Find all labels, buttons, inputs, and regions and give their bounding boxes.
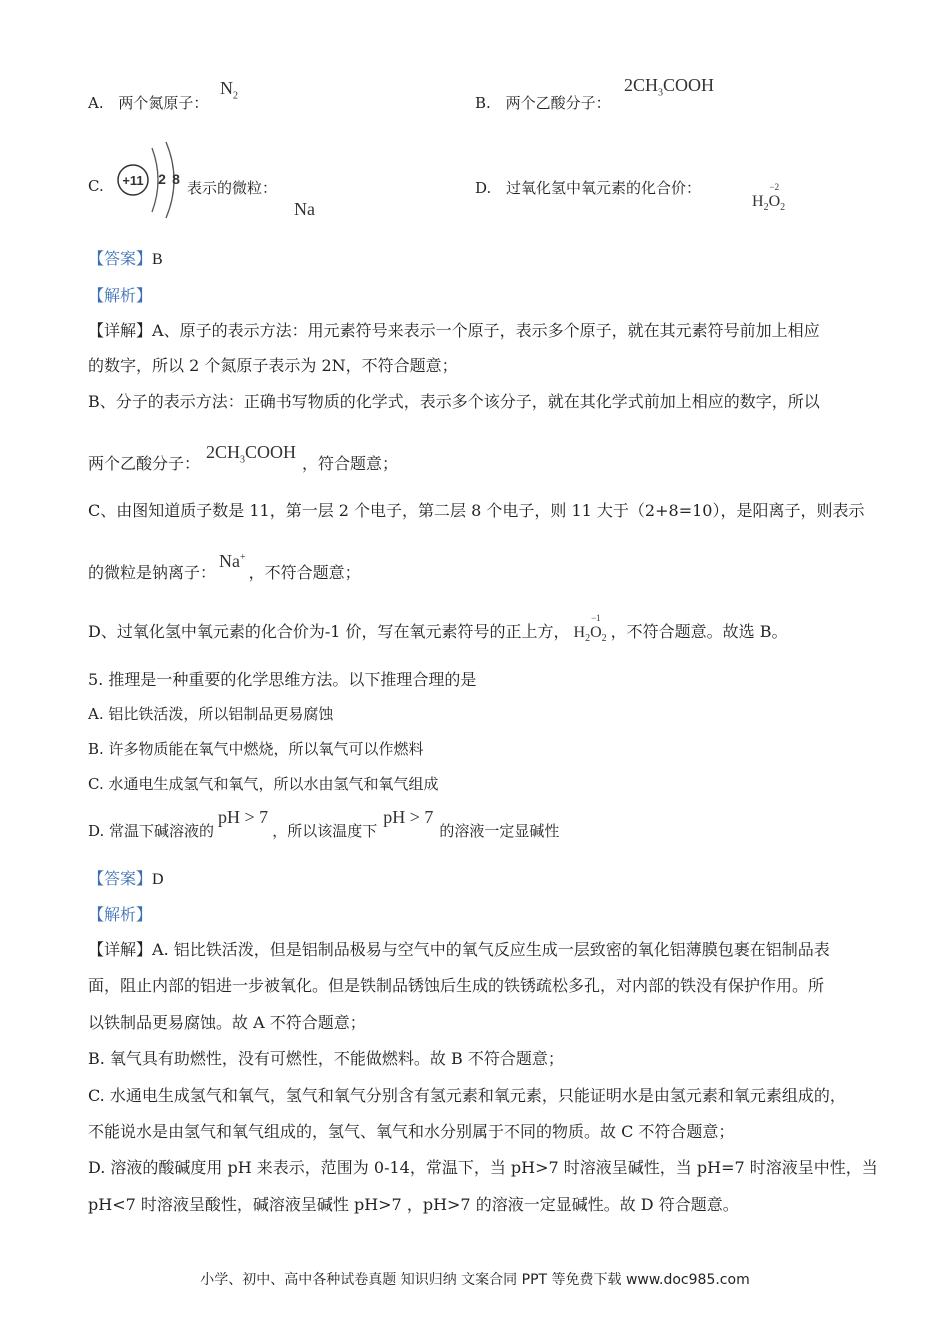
formula-element: O: [768, 193, 781, 210]
q5-detail-line-1: [88, 937, 830, 960]
option-b-text: 两个乙酸分子：: [505, 94, 611, 112]
option-d: [475, 177, 701, 198]
option-b-formula: [624, 75, 714, 99]
ph-formula: pH > 7: [218, 807, 269, 827]
option-c-formula: Na: [294, 199, 315, 219]
formula-subscript: 2: [780, 202, 786, 214]
oxygen-with-valence: [590, 613, 602, 642]
q5-detail-line-2: 面，阻止内部的铝进一步被氧化。但是铁制品锈蚀后生成的铁锈疏松多孔，对内部的铁没有保护作用。所: [88, 976, 825, 995]
q5-option-a: A. 铝比铁活泼，所以铝制品更易腐蚀: [88, 705, 334, 723]
shell-1-electrons: 2: [158, 171, 166, 187]
valence-mark: −1: [591, 613, 601, 623]
q5-detail-line-5: C. 水通电生成氢气和氧气，氢气和氧气分别含有氢元素和氧元素，只能证明水是由氢元素和氧元素组成的，: [88, 1086, 846, 1105]
q4-detail-line-7: [88, 613, 788, 645]
q5-detail-line-3: 以铁制品更易腐蚀。故 A 不符合题意；: [88, 1013, 366, 1032]
q5-detail-line-4: B. 氧气具有助燃性，没有可燃性，不能做燃料。故 B 不符合题意；: [88, 1049, 564, 1068]
q4-detail-line-3: B、分子的表示方法：正确书写物质的化学式，表示多个该分子，就在其化学式前加上相应的数字，所以: [88, 392, 820, 411]
detail-text: D、过氧化氢中氧元素的化合价为-1 价，写在氧元素符号的正上方，: [88, 622, 570, 641]
answer-tag: 【答案】: [88, 869, 153, 888]
inline-valence-formula: [573, 613, 607, 645]
option-text: D. 常温下碱溶液的: [88, 822, 215, 840]
option-a-formula: [220, 78, 238, 102]
option-a-text: 两个氮原子：: [118, 94, 209, 112]
option-text: ，所以该温度下: [272, 822, 378, 840]
detail-text: A. 铝比铁活泼，但是铝制品极易与空气中的氧气反应生成一层致密的氧化铝薄膜包裹在铝制品表: [152, 940, 830, 959]
option-a-label: A.: [88, 94, 104, 112]
page-footer: 小学、初中、高中各种试卷真题 知识归纳 文案合同 PPT 等免费下载 www.doc985.com: [200, 1272, 750, 1288]
shell-arc-1: [152, 148, 158, 212]
ion-charge: +: [240, 552, 246, 563]
detail-text: A、原子的表示方法：用元素符号来表示一个原子，表示多个原子，就在其元素符号前加上相应: [152, 321, 820, 340]
option-d-label: D.: [475, 179, 492, 197]
formula-part: 2CH: [206, 442, 241, 462]
formula-subscript: 3: [240, 454, 246, 466]
option-text: 的溶液一定显碱性: [439, 822, 560, 840]
answer-value: B: [152, 251, 163, 268]
analysis-tag: 【解析】: [88, 286, 153, 305]
option-d-text: 过氧化氢中氧元素的化合价：: [506, 179, 702, 197]
answer-tag: 【答案】: [88, 249, 153, 268]
q5-detail-line-6: 不能说水是由氢气和氧气组成的，氢气、氧气和水分别属于不同的物质。故 C 不符合题意；: [88, 1122, 735, 1141]
formula-subscript: 2: [601, 633, 607, 645]
formula-element: H: [573, 624, 586, 641]
formula-part: COOH: [663, 75, 715, 95]
q4-detail-line-2: 的数字，所以 2 个氮原子表示为 2N，不符合题意；: [88, 356, 458, 375]
q5-answer: [88, 866, 164, 889]
q5-option-c: C. 水通电生成氢气和氧气，所以水由氢气和氧气组成: [88, 775, 439, 793]
option-d-formula: [752, 182, 786, 214]
detail-tag: 【详解】: [88, 321, 153, 340]
option-b: [475, 92, 611, 113]
q4-detail-line-1: [88, 318, 820, 341]
q5-detail-line-8: pH<7 时溶液呈酸性，碱溶液呈碱性 pH>7 ，pH>7 的溶液一定显碱性。故 D 符合题意。: [88, 1195, 739, 1214]
inline-formula: [206, 442, 297, 466]
analysis-tag: 【解析】: [88, 905, 153, 924]
formula-element: H: [752, 193, 764, 210]
q5-option-d: [88, 807, 560, 841]
q5-stem: 5. 推理是一种重要的化学思维方法。以下推理合理的是: [88, 670, 477, 689]
detail-tag: 【详解】: [88, 940, 153, 959]
q5-detail-line-7: D. 溶液的酸碱度用 pH 来表示，范围为 0-14，常温下，当 pH>7 时溶液呈碱性，当 pH=7 时溶液呈中性，当: [88, 1158, 878, 1177]
q4-detail-line-6: [88, 551, 361, 583]
ph-formula: pH > 7: [383, 807, 434, 827]
detail-text: 两个乙酸分子：: [88, 454, 201, 473]
formula-part: 2CH: [624, 75, 659, 95]
detail-text: ，不符合题意。故选 B。: [610, 622, 788, 641]
detail-text: ，不符合题意；: [248, 563, 361, 582]
q4-answer: [88, 246, 163, 269]
q4-detail-line-5: C、由图知道质子数是 11，第一层 2 个电子，第二层 8 个电子，则 11 大于（2+8=10），是阳离子，则表示: [88, 501, 865, 520]
formula-subscript: 2: [233, 90, 238, 102]
detail-text: ，符合题意；: [302, 454, 399, 473]
option-a: [88, 92, 208, 113]
formula-subscript: 3: [658, 87, 664, 99]
answer-value: D: [152, 871, 164, 888]
shell-2-electrons: 8: [172, 171, 180, 187]
nucleus-charge: +11: [122, 173, 144, 188]
option-c-label: C.: [88, 177, 104, 195]
oxygen-with-valence: [768, 182, 781, 211]
formula-subscript: 2: [585, 633, 591, 645]
formula-subscript: 2: [763, 202, 769, 214]
detail-text: 的微粒是钠离子：: [88, 563, 217, 582]
option-c-text: 表示的微粒：: [187, 179, 278, 197]
option-b-label: B.: [475, 94, 491, 112]
q4-detail-line-4: [88, 442, 399, 477]
ion-symbol: Na: [219, 551, 241, 571]
formula-element: N: [220, 78, 233, 98]
formula-part: COOH: [245, 442, 297, 462]
formula-element: O: [590, 624, 602, 641]
inline-ion: [219, 551, 246, 571]
valence-mark: −2: [769, 182, 780, 192]
atom-structure-diagram: [112, 140, 192, 220]
q5-option-b: B. 许多物质能在氧气中燃烧，所以氧气可以作燃料: [88, 740, 424, 758]
